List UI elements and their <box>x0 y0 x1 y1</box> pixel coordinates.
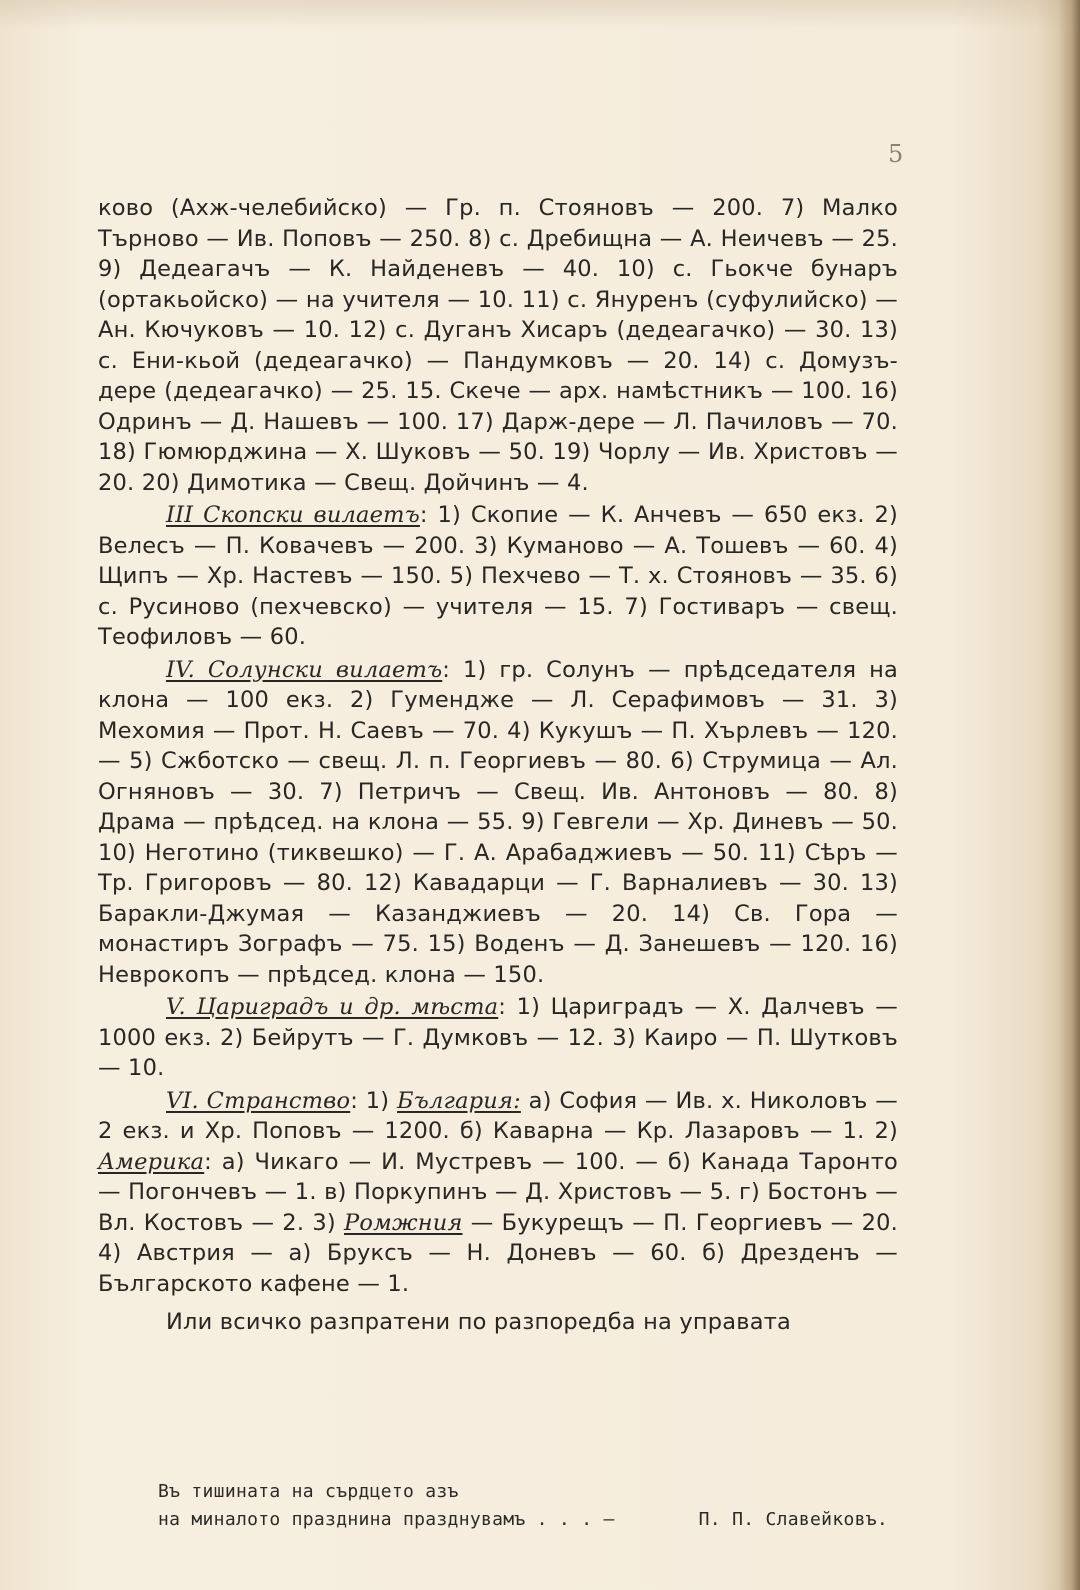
page-top-shading <box>0 0 1080 30</box>
epigraph-author: П. П. Славейковъ. <box>698 1509 888 1530</box>
section-heading-skopje: III Скопски вилаетъ <box>166 502 420 528</box>
subheading-bulgaria: България: <box>397 1087 521 1114</box>
paragraph-skopje-vilayet <box>98 500 898 653</box>
epigraph <box>158 1478 898 1534</box>
paragraph-salonica-vilayet <box>98 655 898 991</box>
paragraph-abroad <box>98 1086 898 1300</box>
page-edge-shadow <box>1058 0 1080 1590</box>
epigraph-line-1: Въ тишината на сърдцето азъ <box>158 1481 459 1502</box>
section-heading-constantinople: V. Цариградъ и др. мѣста <box>166 994 499 1020</box>
section-body-skopje: : 1) Скопие — К. Анчевъ — 650 екз. 2) Велесъ — П. Ковачевъ — 200. 3) Куманово — А. Тошевъ — 60. 4) Щипъ — Хр. Настевъ — 150. 5) Пехчево — Т. х. Стояновъ — 35. 6) с. Русиново (пехчевско) — учителя — 15. 7) Гостиваръ — свещ. Теофиловъ — 60. <box>98 502 899 650</box>
section-body-abroad-d: — Букурещъ — П. Георгиевъ — 20. 4) Австрия — а) Бруксъ — Н. Доневъ — 60. б) Дрезденъ — Българското кафене — 1. <box>98 1209 898 1297</box>
section-body-abroad-a: : 1) <box>350 1087 398 1114</box>
paragraph-constantinople <box>98 992 898 1084</box>
section-body-abroad-b: а) София — Ив. х. Николовъ — 2 екз. и Хр. Поповъ — 1200. б) Каварна — Кр. Лазаровъ — 1. 2) <box>98 1087 898 1144</box>
section-heading-abroad: VI. Странство <box>166 1087 351 1114</box>
subheading-romania: Ромжния <box>344 1209 463 1236</box>
paragraph-summary: Или всичко разпратени по разпоредба на управата <box>166 1309 792 1335</box>
section-heading-salonica: IV. Солунски вилаетъ <box>166 656 443 683</box>
paragraph-list-continuation: ково (Ахж-челебийско) — Гр. п. Стояновъ — 200. 7) Малко Търново — Ив. Поповъ — 250. 8) с. Дребищна — А. Неичевъ — 25. 9) Дедеагачъ — К. Найденевъ — 40. 10) с. Гьокче бунаръ (ортакьойско) — на учителя — 10. 11) с. Януренъ (суфулийско) — Ан. Кючуковъ — 10. 12) с. Дуганъ Хисаръ (дедеагачко) — 30. 13) с. Ени-кьой (дедеагачко) — Пандумковъ — 20. 14) с. Домузъ-дере (дедеагачко) — 25. 15. Скече — арх. намѣстникъ — 100. 16) Одринъ — Д. Нашевъ — 100. 17) Дарж-дере — Л. Пачиловъ — 70. 18) Гюмюрджина — Х. Шуковъ — 50. 19) Чорлу — Ив. Христовъ — 20. 20) Димотика — Свещ. Дойчинъ — 4. <box>98 195 898 496</box>
page-number: 5 <box>888 140 904 168</box>
section-body-salonica: : 1) гр. Солунъ — прѣдседателя на клона — 100 екз. 2) Гумендже — Л. Серафимовъ — 31. 3) Мехомия — Прот. Н. Саевъ — 70. 4) Кукушъ — П. Хърлевъ — 120. — 5) Сжботско — свещ. Л. п. Георгиевъ — 80. 6) Струмица — Ал. Огняновъ — 30. 7) Петричъ — Свещ. Ив. Антоновъ — 80. 8) Драма — прѣдсед. на клона — 55. 9) Гевгели — Хр. Диневъ — 50. 10) Неготино (тиквешко) — Г. А. Арабаджиевъ — 50. 11) Сѣръ — Тр. Григоровъ — 80. 12) Кавадарци — Г. Варналиевъ — 30. 13) Баракли-Джумая — Казанджиевъ — 20. 14) Св. Гора — монастиръ Зографъ — 75. 15) Воденъ — Д. Занешевъ — 120. 16) Неврокопъ — прѣдсед. клона — 150. <box>98 656 898 988</box>
epigraph-line-2 <box>158 1506 888 1534</box>
epigraph-line-2-text: на миналото празднина празднувамъ . . . — <box>158 1509 615 1530</box>
section-body-abroad-c: : а) Чикаго — И. Мустревъ — 100. — б) Канада Таронто — Погончевъ — 1. в) Поркупинъ — Д. Христовъ — 5. г) Бостонъ — Вл. Костовъ — 2. 3) <box>98 1148 898 1236</box>
body-text <box>98 193 898 1338</box>
subheading-america: Америка <box>98 1148 205 1175</box>
section-body-constantinople: : 1) Цариградъ — Х. Далчевъ — 1000 екз. 2) Бейрутъ — Г. Думковъ — 12. 3) Каиро — П. Шутковъ — 10. <box>98 994 898 1081</box>
